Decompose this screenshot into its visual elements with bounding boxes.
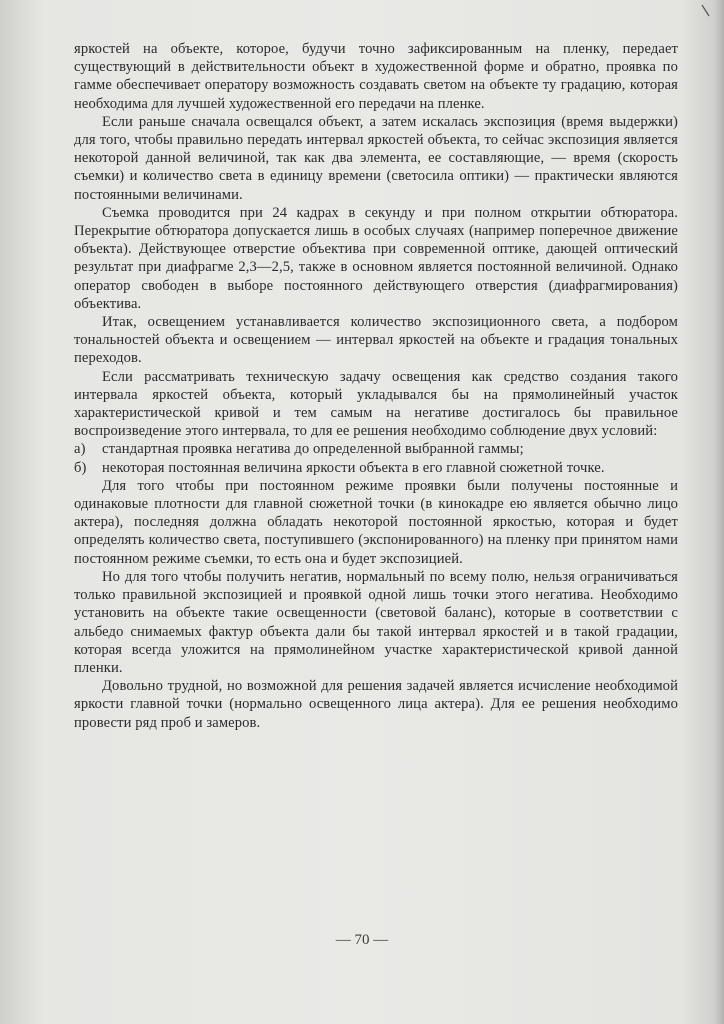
- list-marker-a: а): [74, 441, 86, 458]
- list-marker-b: б): [74, 459, 87, 476]
- scan-mark-icon: [700, 4, 712, 18]
- paragraph-10: Довольно трудной, но возможной для решения задачей является исчисление необходимой яркости главной точки (нормально освещенного лица актера). Для ее решения необходимо провести ряд проб и замеров.: [74, 678, 678, 731]
- list-text-b: некоторая постоянная величина яркости объекта в его главной сюжетной точке.: [102, 459, 605, 476]
- paragraph-1: яркостей на объекте, которое, будучи точно зафиксированным на пленку, передает существующий в действительности объект в художественной форме и обратно, проявка по гамме обеспечивает оператору возможность создавать светом на объекте ту градацию, которая необходима для лучшей художественной его передачи на пленке.: [74, 41, 678, 112]
- body-text: [74, 40, 678, 732]
- paragraph-8: Для того чтобы при постоянном режиме проявки были получены постоянные и одинаковые плотности для главной сюжетной точки (в кинокадре ею является обычно лицо актера), последняя должна обладать некоторой постоянной яркостью, которая и будет определять количество света, поступившего (экспонированного) на пленку при принятом нами постоянном режиме съемки, то есть она и будет экспозицией.: [74, 477, 678, 567]
- list-item-b: [74, 459, 678, 477]
- page-number: — 70 —: [335, 932, 389, 948]
- paragraph-2: Если раньше сначала освещался объект, а затем искалась экспозиция (время выдержки) для того, чтобы правильно передать интервал яркостей объекта, то сейчас экспозиция является некоторой данной величиной, так как два элемента, ее составляющие, — время (скорость съемки) и количество света в единицу времени (светосила оптики) — практически являются постоянными величинами.: [74, 113, 678, 203]
- list-text-a: стандартная проявка негатива до определенной выбранной гаммы;: [102, 441, 524, 458]
- paragraph-3: Съемка проводится при 24 кадрах в секунду и при полном открытии обтюратора. Перекрытие обтюратора допускается лишь в особых случаях (например поперечное движение объекта). Действующее отверстие объектива при современной оптике, дающей оптический результат при диафрагме 2,3—2,5, также в основном является постоянной величиной. Однако оператор свободен в выборе постоянного действующего отверстия (диафрагмирования) объектива.: [74, 204, 678, 312]
- page-edge-shadow: [714, 0, 724, 1024]
- paragraph-9: Но для того чтобы получить негатив, нормальный по всему полю, нельзя ограничиваться только правильной экспозицией и проявкой одной лишь точки этого негатива. Необходимо установить на объекте такие освещенности (световой баланс), которые в соответствии с альбедо снимаемых фактур объекта дали бы такой интервал яркостей и в такой градации, которая всегда уложится на прямолинейном участке характеристической кривой данной пленки.: [74, 568, 678, 676]
- paragraph-4: Итак, освещением устанавливается количество экспозиционного света, а подбором тональностей объекта и освещением — интервал яркостей на объекте и градация тональных переходов.: [74, 314, 678, 367]
- paragraph-5: Если рассматривать техническую задачу освещения как средство создания такого интервала яркостей объекта, который укладывался бы на прямолинейный участок характеристической кривой и тем самым на негативе достигалось бы правильное воспроизведение этого интервала, то для ее решения необходимо соблюдение двух условий:: [74, 368, 678, 440]
- list-item-a: [74, 440, 678, 458]
